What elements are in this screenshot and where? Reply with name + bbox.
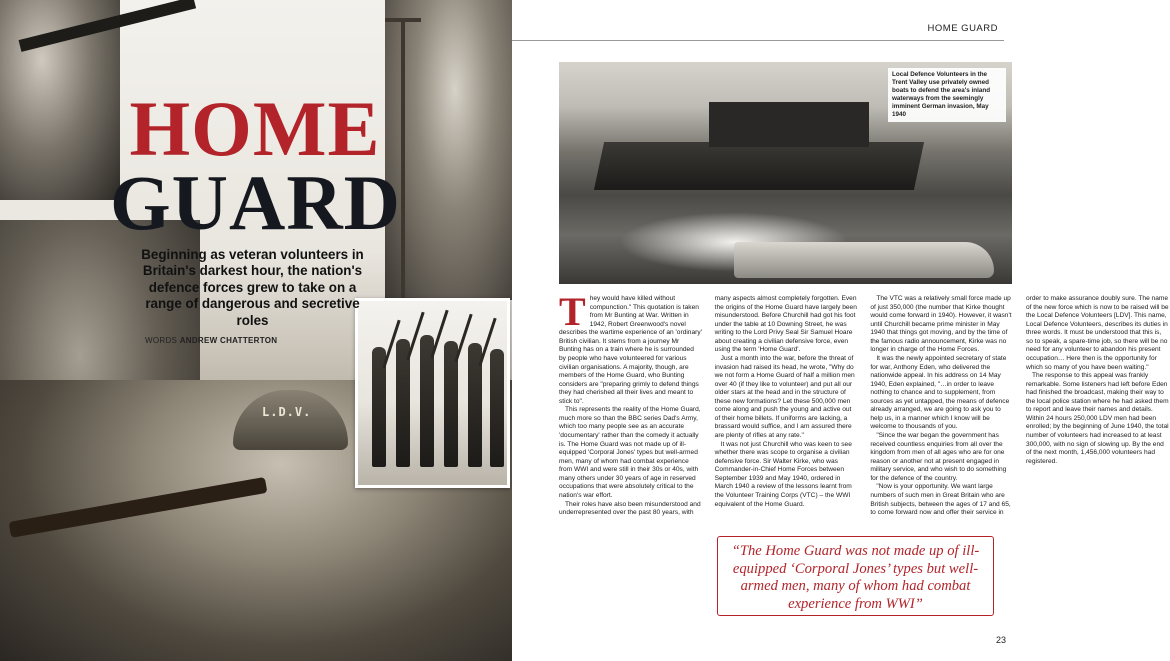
photo-caption: Local Defence Volunteers in the Trent Valley use privately owned boats to defend the area's inland waterways from the seemingly imminent German invasion, May 1940 (888, 68, 1006, 122)
helmet-shape (233, 390, 348, 450)
patrol-boat-hull-shape (594, 142, 924, 190)
article-paragraph: They would have killed without compunction." This quotation is taken from Mr Bunting at War. Written in 1942, Robert Greenwood's novel describes the wartime experience of an 'ordinary' British civilian. It stems from a journey Mr Bunting has on a train where he is surrounded by people who have volunteered for various civilian organisations. A majority, though, are members of the Home Guard, who Bunting considers are "preparing grimly to defend things they had cherished all their lives and meant to stick to". (559, 289, 702, 405)
right-page (512, 0, 1169, 661)
article-paragraph: This represents the reality of the Home Guard, much more so than the BBC series Dad's Army, which too many people see as an accurate 'documentary' rather than the comedy it actually is. The Home Guard was not made up of ill-equipped 'Corporal Jones' types but well-armed men, many of whom had combat experience from WWI and were still in their 30s or 40s, with many others under 30 years of age in reserved occupations that were absolutely critical to the nation's war effort. (559, 406, 701, 499)
byline (145, 336, 277, 345)
photo-woman-with-tommy-gun (0, 0, 120, 200)
headline (110, 85, 401, 247)
pitchfork-head-shape (385, 18, 421, 22)
article-paragraph: "Since the war began the government has received countless enquiries from all over the kingdom from men of all ages who are for one reason or another not at present engaged in military service, and who wish to do something for the defence of the country. (870, 432, 1007, 482)
article-body (559, 289, 1169, 525)
tommy-gun-shape (19, 0, 197, 52)
drop-cap: T (559, 289, 586, 334)
article-paragraph: Their roles have also been misunderstood and underrepresented over the past 80 years, with many aspects almost completely forgotten. Even the origins of the Home Guard have largely been misunderstood. Before Churchill had got his foot under the table at 10 Downing Street, he was writing to the Lord Privy Seal Sir Samuel Hoare about creating a civilian defensive force, even using the term 'Home Guard'. (559, 295, 857, 517)
article-paragraph: It was the newly appointed secretary of state for war, Anthony Eden, who delivered the nationwide appeal. In his address on 14 May 1940, Eden explained, "…in order to leave nothing to chance and to supplement, from sources as yet untapped, the means of defence already arranged, we are going to ask you to help us, in a manner which I know will be welcome to thousands of you. (870, 354, 1010, 431)
header-rule (512, 40, 1004, 41)
left-page (0, 0, 512, 661)
headline-line-home: HOME (129, 85, 381, 172)
photo-marching-volunteers (355, 298, 510, 488)
rifle-shape (9, 477, 268, 538)
article-paragraph: Just a month into the war, before the threat of invasion had raised its head, he wrote, "Why do we not form a Home Guard of half a million men over 40 (if they like to volunteer) and put all our older stars at the head and in the structure of these new formations? Let these 500,000 men come along and push the young and active out of their home billets. If uniforms are lacking, a brassard would suffice, and I am assured there are plenty of rifles at any rate." (714, 354, 855, 439)
article-paragraph: The VTC was a relatively small force made up of just 350,000 (the number that Kirke thought would come forward in 1940). However, it wasn't until Churchill became prime minister in May 1940 that things got moving, and by the time of the famous radio announcement, Kirke was no longer in charge of the Home Forces. (870, 295, 1012, 354)
article-paragraph: "Now is your opportunity. We want large numbers of such men in Great Britain who are British subjects, between the ages of 17 and 65, to come forward now and offer their service in order to make assurance doubly sure. The name of the new force which is now to be raised will be the Local Defence Volunteers [LDV]. This name, Local Defence Volunteers, describes its duties in three words. It must be understood that this is, so to speak, a spare-time job, so there will be no need for any volunteer to abandon his present occupation… Here then is the opportunity for which so many of you have been waiting." (870, 295, 1169, 517)
page-number: 23 (995, 635, 1006, 645)
speedboat-hull-shape (734, 242, 994, 278)
section-label: HOME GUARD (927, 23, 998, 34)
article-paragraph: The response to this appeal was frankly remarkable. Some listeners had left before Eden had finished the broadcast, making their way to the local police station where he had asked them to report and leave their names and details. Within 24 hours 250,000 LDV men had been enrolled; by the beginning of June 1940, the total number of volunteers had increased to at least 300,000, with no sign of slowing up. By the end of the next month, 1,456,000 volunteers had registered. (1025, 372, 1169, 465)
photo-man-with-pitchfork (385, 0, 512, 300)
helmet-lettering: L.D.V. (262, 405, 312, 419)
standfirst: Beginning as veteran volunteers in Britain's darkest hour, the nation's defence forces grew to take on a range of dangerous and secretive roles (141, 247, 364, 328)
pull-quote: “The Home Guard was not made up of ill-equipped ‘Corporal Jones’ types but well-armed men, many of whom had combat experience from WWI” (717, 536, 994, 616)
patrol-boat-cabin-shape (709, 102, 869, 147)
pitchfork-handle-shape (401, 20, 405, 300)
article-paragraph: It was not just Churchill who was keen to see whether there was scope to organise a civilian defensive force. Sir Walter Kirke, who was Commander-in-Chief Home Forces between September 1939 and May 1940, ordered in March 1940 a review of the lessons learnt from the Volunteer Training Corps (VTC) – the WWI equivalent of the Home Guard. (714, 440, 852, 508)
byline-label: WORDS (145, 336, 178, 345)
headline-line-guard: GUARD (110, 159, 401, 247)
byline-author: ANDREW CHATTERTON (179, 336, 278, 345)
photo-motor-boats (559, 62, 1012, 284)
